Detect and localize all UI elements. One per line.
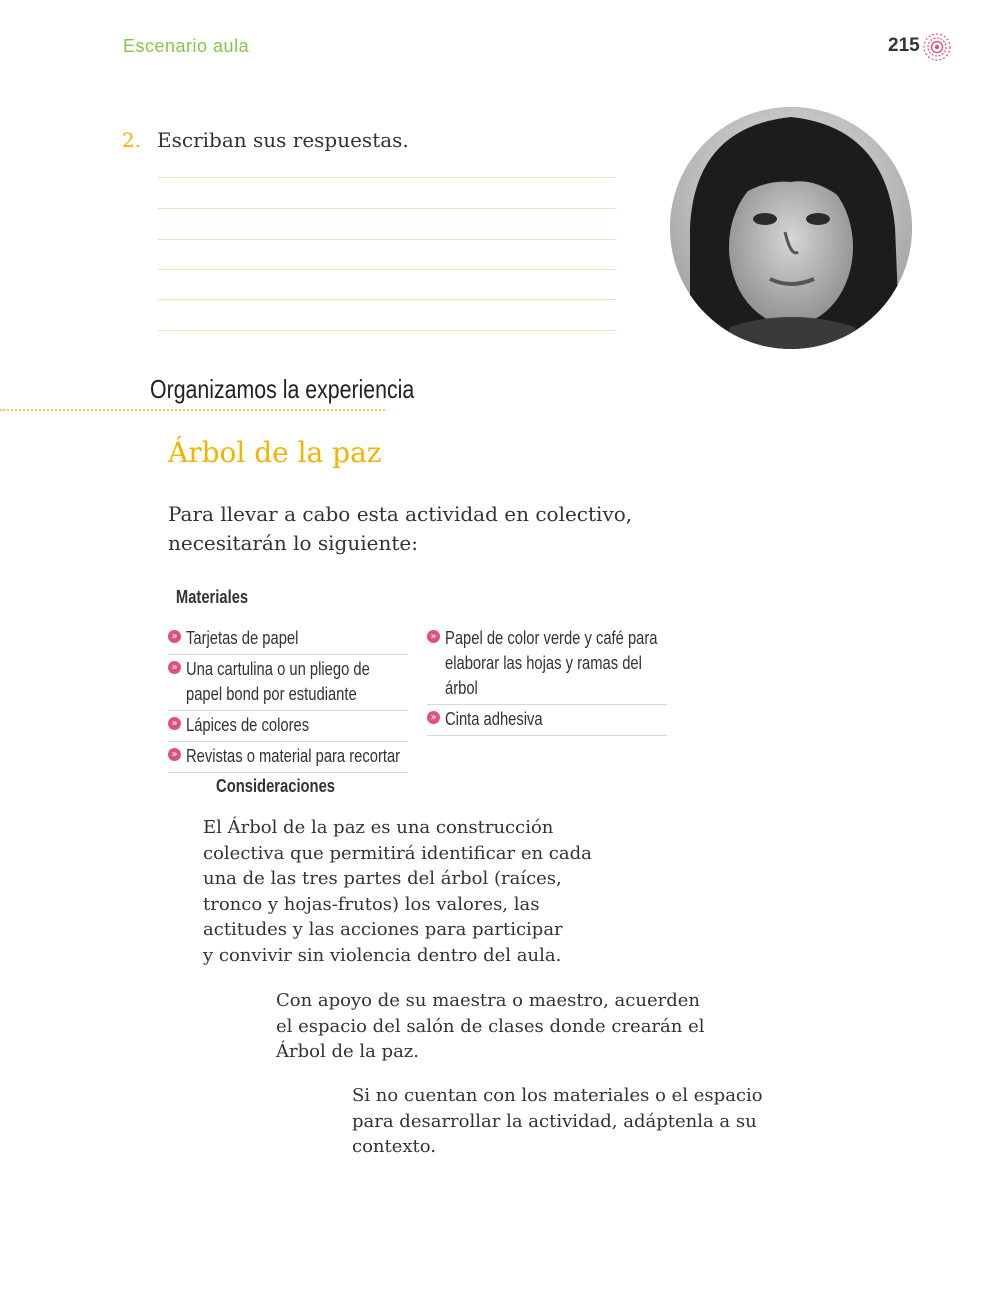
activity-title: Árbol de la paz: [168, 436, 382, 469]
materials-list-right: [427, 624, 667, 736]
list-item: » Una cartulina o un pliego de papel bond por estudiante: [168, 655, 408, 711]
materials-label: Materiales: [175, 587, 249, 607]
question-number: 2.: [122, 128, 142, 152]
section-heading: Organizamos la experiencia: [150, 374, 415, 404]
considerations-label: Consideraciones: [216, 776, 335, 796]
list-item: » Revistas o material para recortar: [168, 742, 408, 773]
list-item: » Cinta adhesiva: [427, 705, 667, 736]
portrait-photo: [670, 107, 912, 349]
answer-line[interactable]: [158, 208, 616, 209]
activity-intro: [168, 500, 688, 558]
answer-line[interactable]: [158, 239, 616, 240]
considerations-paragraph-3: Si no cuentan con los materiales o el espacio para desarrollar la actividad, adáptenla a su contexto.: [352, 1085, 763, 1157]
list-item: » Lápices de colores: [168, 711, 408, 742]
chevron-right-icon: »: [168, 630, 181, 643]
list-item: » Papel de color verde y café para elaborar las hojas y ramas del árbol: [427, 624, 667, 705]
section-title: Escenario aula: [123, 36, 250, 56]
answer-line[interactable]: [158, 177, 616, 178]
answer-line[interactable]: [158, 330, 616, 331]
materials-list-left: [168, 624, 408, 773]
page-number: 215: [888, 35, 920, 56]
chevron-right-icon: »: [427, 630, 440, 643]
heading-divider: [0, 409, 385, 411]
considerations-paragraph-2: Con apoyo de su maestra o maestro, acuerden el espacio del salón de clases donde crearán el Árbol de la paz.: [276, 990, 705, 1062]
chevron-right-icon: »: [168, 717, 181, 730]
chevron-right-icon: »: [168, 748, 181, 761]
intro-line: necesitarán lo siguiente:: [168, 531, 418, 555]
chevron-right-icon: »: [168, 661, 181, 674]
concentric-circle-icon: [922, 32, 952, 62]
list-item: » Tarjetas de papel: [168, 624, 408, 655]
answer-line[interactable]: [158, 299, 616, 300]
question-text: Escriban sus respuestas.: [157, 128, 409, 152]
chevron-right-icon: »: [427, 711, 440, 724]
answer-line[interactable]: [158, 269, 616, 270]
considerations-paragraph-1: El Árbol de la paz es una construcción colectiva que permitirá identificar en cada una de las tres partes del árbol (raíces, tronco y hojas-frutos) los valores, las actitudes y las acciones para participar y convivir sin violencia dentro del aula.: [203, 817, 592, 966]
intro-line: Para llevar a cabo esta actividad en colectivo,: [168, 502, 633, 526]
